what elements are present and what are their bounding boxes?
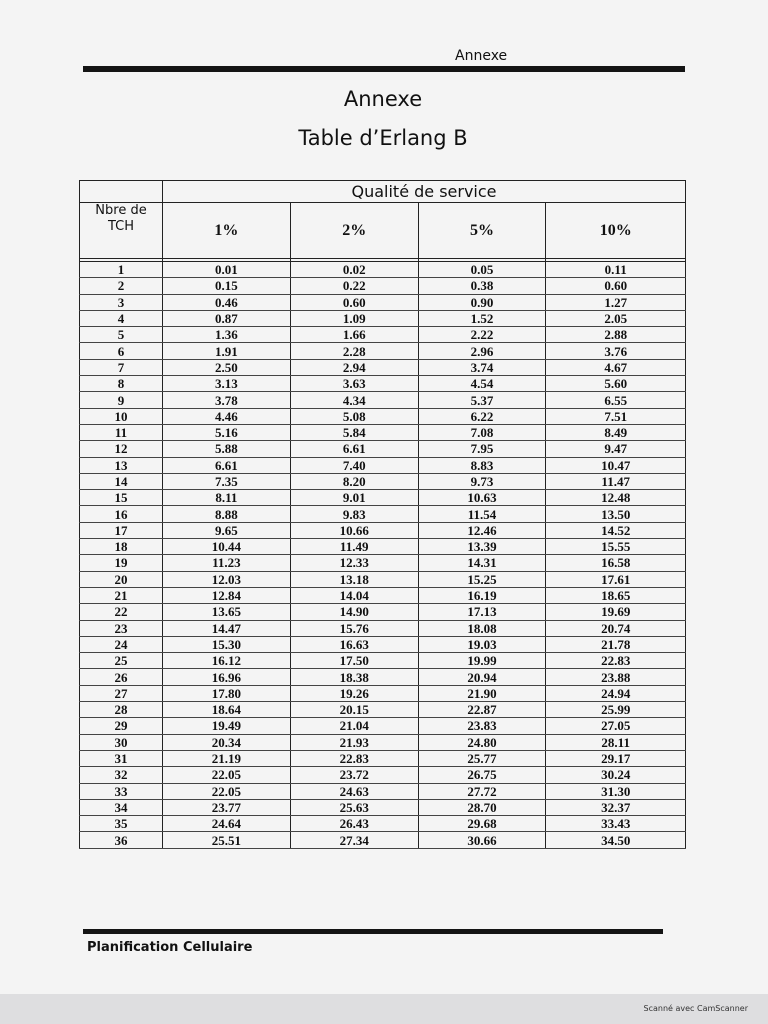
tch-count-cell: 35 xyxy=(80,816,163,832)
erlang-value-cell: 3.76 xyxy=(546,343,686,359)
tch-count-cell: 2 xyxy=(80,278,163,294)
table-row xyxy=(80,685,686,701)
erlang-value-cell: 0.60 xyxy=(290,294,418,310)
erlang-value-cell: 20.94 xyxy=(418,669,546,685)
erlang-value-cell: 20.34 xyxy=(163,734,291,750)
erlang-value-cell: 27.34 xyxy=(290,832,418,848)
erlang-value-cell: 3.74 xyxy=(418,359,546,375)
erlang-value-cell: 7.95 xyxy=(418,441,546,457)
erlang-value-cell: 7.40 xyxy=(290,457,418,473)
erlang-value-cell: 14.52 xyxy=(546,522,686,538)
erlang-value-cell: 25.99 xyxy=(546,702,686,718)
table-row xyxy=(80,490,686,506)
tch-count-cell: 8 xyxy=(80,376,163,392)
erlang-value-cell: 18.64 xyxy=(163,702,291,718)
erlang-value-cell: 0.90 xyxy=(418,294,546,310)
erlang-value-cell: 22.05 xyxy=(163,783,291,799)
erlang-value-cell: 5.37 xyxy=(418,392,546,408)
erlang-value-cell: 23.83 xyxy=(418,718,546,734)
erlang-value-cell: 0.15 xyxy=(163,278,291,294)
erlang-value-cell: 0.01 xyxy=(163,262,291,278)
erlang-value-cell: 10.47 xyxy=(546,457,686,473)
erlang-value-cell: 8.88 xyxy=(163,506,291,522)
table-row xyxy=(80,734,686,750)
erlang-value-cell: 29.17 xyxy=(546,750,686,766)
erlang-value-cell: 30.66 xyxy=(418,832,546,848)
erlang-value-cell: 17.80 xyxy=(163,685,291,701)
erlang-value-cell: 15.25 xyxy=(418,571,546,587)
erlang-value-cell: 27.72 xyxy=(418,783,546,799)
erlang-value-cell: 2.05 xyxy=(546,310,686,326)
erlang-value-cell: 9.01 xyxy=(290,490,418,506)
erlang-b-table xyxy=(79,180,686,849)
tch-count-cell: 25 xyxy=(80,653,163,669)
tch-count-cell: 24 xyxy=(80,636,163,652)
erlang-value-cell: 10.63 xyxy=(418,490,546,506)
footer-label: Planification Cellulaire xyxy=(87,940,253,955)
erlang-value-cell: 19.69 xyxy=(546,604,686,620)
erlang-value-cell: 30.24 xyxy=(546,767,686,783)
erlang-value-cell: 18.38 xyxy=(290,669,418,685)
erlang-value-cell: 11.54 xyxy=(418,506,546,522)
erlang-value-cell: 0.87 xyxy=(163,310,291,326)
erlang-value-cell: 3.13 xyxy=(163,376,291,392)
erlang-value-cell: 8.49 xyxy=(546,424,686,440)
erlang-value-cell: 5.84 xyxy=(290,424,418,440)
table-row xyxy=(80,359,686,375)
erlang-value-cell: 31.30 xyxy=(546,783,686,799)
table-row xyxy=(80,539,686,555)
tch-count-cell: 27 xyxy=(80,685,163,701)
erlang-value-cell: 16.96 xyxy=(163,669,291,685)
erlang-value-cell: 16.19 xyxy=(418,587,546,603)
tch-count-cell: 17 xyxy=(80,522,163,538)
tch-count-cell: 6 xyxy=(80,343,163,359)
tch-count-cell: 5 xyxy=(80,327,163,343)
tch-count-cell: 20 xyxy=(80,571,163,587)
table-row xyxy=(80,799,686,815)
erlang-value-cell: 18.08 xyxy=(418,620,546,636)
erlang-value-cell: 19.49 xyxy=(163,718,291,734)
page-subtitle: Table d’Erlang B xyxy=(298,126,468,150)
erlang-value-cell: 13.39 xyxy=(418,539,546,555)
page-title: Annexe xyxy=(343,87,423,111)
erlang-value-cell: 2.94 xyxy=(290,359,418,375)
column-header-5pct: 5% xyxy=(418,203,546,259)
table-row xyxy=(80,522,686,538)
tch-count-cell: 21 xyxy=(80,587,163,603)
erlang-value-cell: 9.73 xyxy=(418,473,546,489)
tch-count-cell: 13 xyxy=(80,457,163,473)
table-row xyxy=(80,441,686,457)
table-row xyxy=(80,262,686,278)
tch-count-cell: 10 xyxy=(80,408,163,424)
erlang-value-cell: 22.87 xyxy=(418,702,546,718)
tch-count-cell: 22 xyxy=(80,604,163,620)
erlang-value-cell: 12.84 xyxy=(163,587,291,603)
erlang-value-cell: 4.67 xyxy=(546,359,686,375)
erlang-value-cell: 6.22 xyxy=(418,408,546,424)
erlang-value-cell: 7.51 xyxy=(546,408,686,424)
erlang-value-cell: 2.22 xyxy=(418,327,546,343)
erlang-value-cell: 7.08 xyxy=(418,424,546,440)
table-row xyxy=(80,750,686,766)
erlang-value-cell: 19.26 xyxy=(290,685,418,701)
erlang-value-cell: 25.51 xyxy=(163,832,291,848)
tch-count-cell: 29 xyxy=(80,718,163,734)
table-body xyxy=(80,262,686,849)
table-row xyxy=(80,310,686,326)
table-row xyxy=(80,832,686,848)
tch-count-cell: 1 xyxy=(80,262,163,278)
erlang-value-cell: 1.52 xyxy=(418,310,546,326)
erlang-value-cell: 4.54 xyxy=(418,376,546,392)
erlang-value-cell: 8.11 xyxy=(163,490,291,506)
scan-watermark-text: Scanné avec CamScanner xyxy=(643,1004,748,1013)
erlang-value-cell: 4.46 xyxy=(163,408,291,424)
running-header: Annexe xyxy=(455,48,508,64)
erlang-value-cell: 27.05 xyxy=(546,718,686,734)
erlang-value-cell: 23.77 xyxy=(163,799,291,815)
tch-count-cell: 34 xyxy=(80,799,163,815)
footer-rule xyxy=(83,929,663,934)
column-header-10pct: 10% xyxy=(546,203,686,259)
erlang-value-cell: 16.63 xyxy=(290,636,418,652)
table-row xyxy=(80,408,686,424)
erlang-value-cell: 6.61 xyxy=(163,457,291,473)
erlang-value-cell: 9.83 xyxy=(290,506,418,522)
tch-count-cell: 9 xyxy=(80,392,163,408)
table-row xyxy=(80,620,686,636)
erlang-value-cell: 25.63 xyxy=(290,799,418,815)
erlang-value-cell: 1.66 xyxy=(290,327,418,343)
erlang-value-cell: 9.65 xyxy=(163,522,291,538)
tch-count-cell: 12 xyxy=(80,441,163,457)
erlang-value-cell: 2.28 xyxy=(290,343,418,359)
erlang-value-cell: 2.96 xyxy=(418,343,546,359)
erlang-value-cell: 0.46 xyxy=(163,294,291,310)
erlang-value-cell: 12.03 xyxy=(163,571,291,587)
corner-cell xyxy=(80,181,163,203)
erlang-value-cell: 26.75 xyxy=(418,767,546,783)
erlang-value-cell: 10.66 xyxy=(290,522,418,538)
table-row xyxy=(80,457,686,473)
erlang-value-cell: 13.50 xyxy=(546,506,686,522)
erlang-value-cell: 11.23 xyxy=(163,555,291,571)
erlang-value-cell: 15.30 xyxy=(163,636,291,652)
tch-count-cell: 33 xyxy=(80,783,163,799)
erlang-value-cell: 21.78 xyxy=(546,636,686,652)
table-row xyxy=(80,767,686,783)
erlang-value-cell: 18.65 xyxy=(546,587,686,603)
erlang-value-cell: 20.74 xyxy=(546,620,686,636)
table-row xyxy=(80,555,686,571)
tch-count-cell: 19 xyxy=(80,555,163,571)
erlang-value-cell: 28.11 xyxy=(546,734,686,750)
erlang-value-cell: 1.09 xyxy=(290,310,418,326)
erlang-value-cell: 0.60 xyxy=(546,278,686,294)
table-row xyxy=(80,376,686,392)
erlang-value-cell: 17.50 xyxy=(290,653,418,669)
table-row xyxy=(80,294,686,310)
tch-count-cell: 32 xyxy=(80,767,163,783)
table-row xyxy=(80,653,686,669)
erlang-value-cell: 2.50 xyxy=(163,359,291,375)
erlang-value-cell: 34.50 xyxy=(546,832,686,848)
erlang-value-cell: 19.99 xyxy=(418,653,546,669)
table-row xyxy=(80,473,686,489)
erlang-value-cell: 9.47 xyxy=(546,441,686,457)
row-header-line: TCH xyxy=(107,219,135,234)
erlang-value-cell: 8.83 xyxy=(418,457,546,473)
erlang-value-cell: 21.19 xyxy=(163,750,291,766)
column-header-2pct: 2% xyxy=(290,203,418,259)
erlang-value-cell: 16.58 xyxy=(546,555,686,571)
erlang-value-cell: 13.18 xyxy=(290,571,418,587)
erlang-value-cell: 0.11 xyxy=(546,262,686,278)
erlang-value-cell: 20.15 xyxy=(290,702,418,718)
tch-count-cell: 14 xyxy=(80,473,163,489)
erlang-value-cell: 2.88 xyxy=(546,327,686,343)
table-row xyxy=(80,571,686,587)
erlang-value-cell: 15.76 xyxy=(290,620,418,636)
erlang-value-cell: 5.08 xyxy=(290,408,418,424)
erlang-value-cell: 25.77 xyxy=(418,750,546,766)
tch-count-cell: 18 xyxy=(80,539,163,555)
group-header: Qualité de service xyxy=(163,181,686,203)
erlang-value-cell: 24.94 xyxy=(546,685,686,701)
erlang-value-cell: 24.64 xyxy=(163,816,291,832)
table-row xyxy=(80,278,686,294)
tch-count-cell: 16 xyxy=(80,506,163,522)
erlang-value-cell: 3.78 xyxy=(163,392,291,408)
erlang-value-cell: 0.05 xyxy=(418,262,546,278)
erlang-value-cell: 21.90 xyxy=(418,685,546,701)
tch-count-cell: 36 xyxy=(80,832,163,848)
table-row xyxy=(80,343,686,359)
erlang-value-cell: 14.47 xyxy=(163,620,291,636)
erlang-value-cell: 3.63 xyxy=(290,376,418,392)
table-row xyxy=(80,327,686,343)
tch-count-cell: 26 xyxy=(80,669,163,685)
erlang-value-cell: 14.31 xyxy=(418,555,546,571)
tch-count-cell: 15 xyxy=(80,490,163,506)
erlang-value-cell: 5.88 xyxy=(163,441,291,457)
column-header-1pct: 1% xyxy=(163,203,291,259)
erlang-value-cell: 23.88 xyxy=(546,669,686,685)
erlang-value-cell: 22.83 xyxy=(546,653,686,669)
table-row xyxy=(80,587,686,603)
erlang-value-cell: 26.43 xyxy=(290,816,418,832)
tch-count-cell: 11 xyxy=(80,424,163,440)
erlang-value-cell: 11.49 xyxy=(290,539,418,555)
erlang-value-cell: 17.61 xyxy=(546,571,686,587)
erlang-value-cell: 22.83 xyxy=(290,750,418,766)
erlang-value-cell: 11.47 xyxy=(546,473,686,489)
table-row xyxy=(80,816,686,832)
row-header-line: Nbre de xyxy=(95,203,147,218)
erlang-value-cell: 4.34 xyxy=(290,392,418,408)
erlang-value-cell: 12.46 xyxy=(418,522,546,538)
tch-count-cell: 23 xyxy=(80,620,163,636)
erlang-value-cell: 15.55 xyxy=(546,539,686,555)
table-row xyxy=(80,702,686,718)
erlang-value-cell: 1.27 xyxy=(546,294,686,310)
erlang-value-cell: 21.04 xyxy=(290,718,418,734)
erlang-value-cell: 24.80 xyxy=(418,734,546,750)
table-row xyxy=(80,783,686,799)
erlang-value-cell: 23.72 xyxy=(290,767,418,783)
erlang-value-cell: 21.93 xyxy=(290,734,418,750)
tch-count-cell: 30 xyxy=(80,734,163,750)
erlang-value-cell: 16.12 xyxy=(163,653,291,669)
table-row xyxy=(80,506,686,522)
table-row xyxy=(80,669,686,685)
erlang-value-cell: 1.91 xyxy=(163,343,291,359)
tch-count-cell: 28 xyxy=(80,702,163,718)
erlang-value-cell: 0.38 xyxy=(418,278,546,294)
tch-count-cell: 3 xyxy=(80,294,163,310)
erlang-value-cell: 5.60 xyxy=(546,376,686,392)
erlang-value-cell: 12.33 xyxy=(290,555,418,571)
erlang-value-cell: 22.05 xyxy=(163,767,291,783)
erlang-value-cell: 6.61 xyxy=(290,441,418,457)
erlang-value-cell: 5.16 xyxy=(163,424,291,440)
tch-count-cell: 31 xyxy=(80,750,163,766)
table-row xyxy=(80,718,686,734)
erlang-value-cell: 0.02 xyxy=(290,262,418,278)
erlang-value-cell: 13.65 xyxy=(163,604,291,620)
erlang-value-cell: 10.44 xyxy=(163,539,291,555)
erlang-value-cell: 29.68 xyxy=(418,816,546,832)
erlang-value-cell: 0.22 xyxy=(290,278,418,294)
erlang-value-cell: 28.70 xyxy=(418,799,546,815)
tch-count-cell: 4 xyxy=(80,310,163,326)
erlang-value-cell: 14.90 xyxy=(290,604,418,620)
erlang-value-cell: 7.35 xyxy=(163,473,291,489)
erlang-value-cell: 24.63 xyxy=(290,783,418,799)
erlang-value-cell: 6.55 xyxy=(546,392,686,408)
table-row xyxy=(80,636,686,652)
erlang-value-cell: 14.04 xyxy=(290,587,418,603)
erlang-value-cell: 1.36 xyxy=(163,327,291,343)
erlang-value-cell: 32.37 xyxy=(546,799,686,815)
erlang-value-cell: 17.13 xyxy=(418,604,546,620)
table-row xyxy=(80,424,686,440)
erlang-value-cell: 12.48 xyxy=(546,490,686,506)
table-row xyxy=(80,392,686,408)
table-row xyxy=(80,604,686,620)
erlang-value-cell: 33.43 xyxy=(546,816,686,832)
erlang-value-cell: 19.03 xyxy=(418,636,546,652)
row-header xyxy=(80,203,163,259)
header-rule xyxy=(83,66,685,72)
erlang-value-cell: 8.20 xyxy=(290,473,418,489)
tch-count-cell: 7 xyxy=(80,359,163,375)
